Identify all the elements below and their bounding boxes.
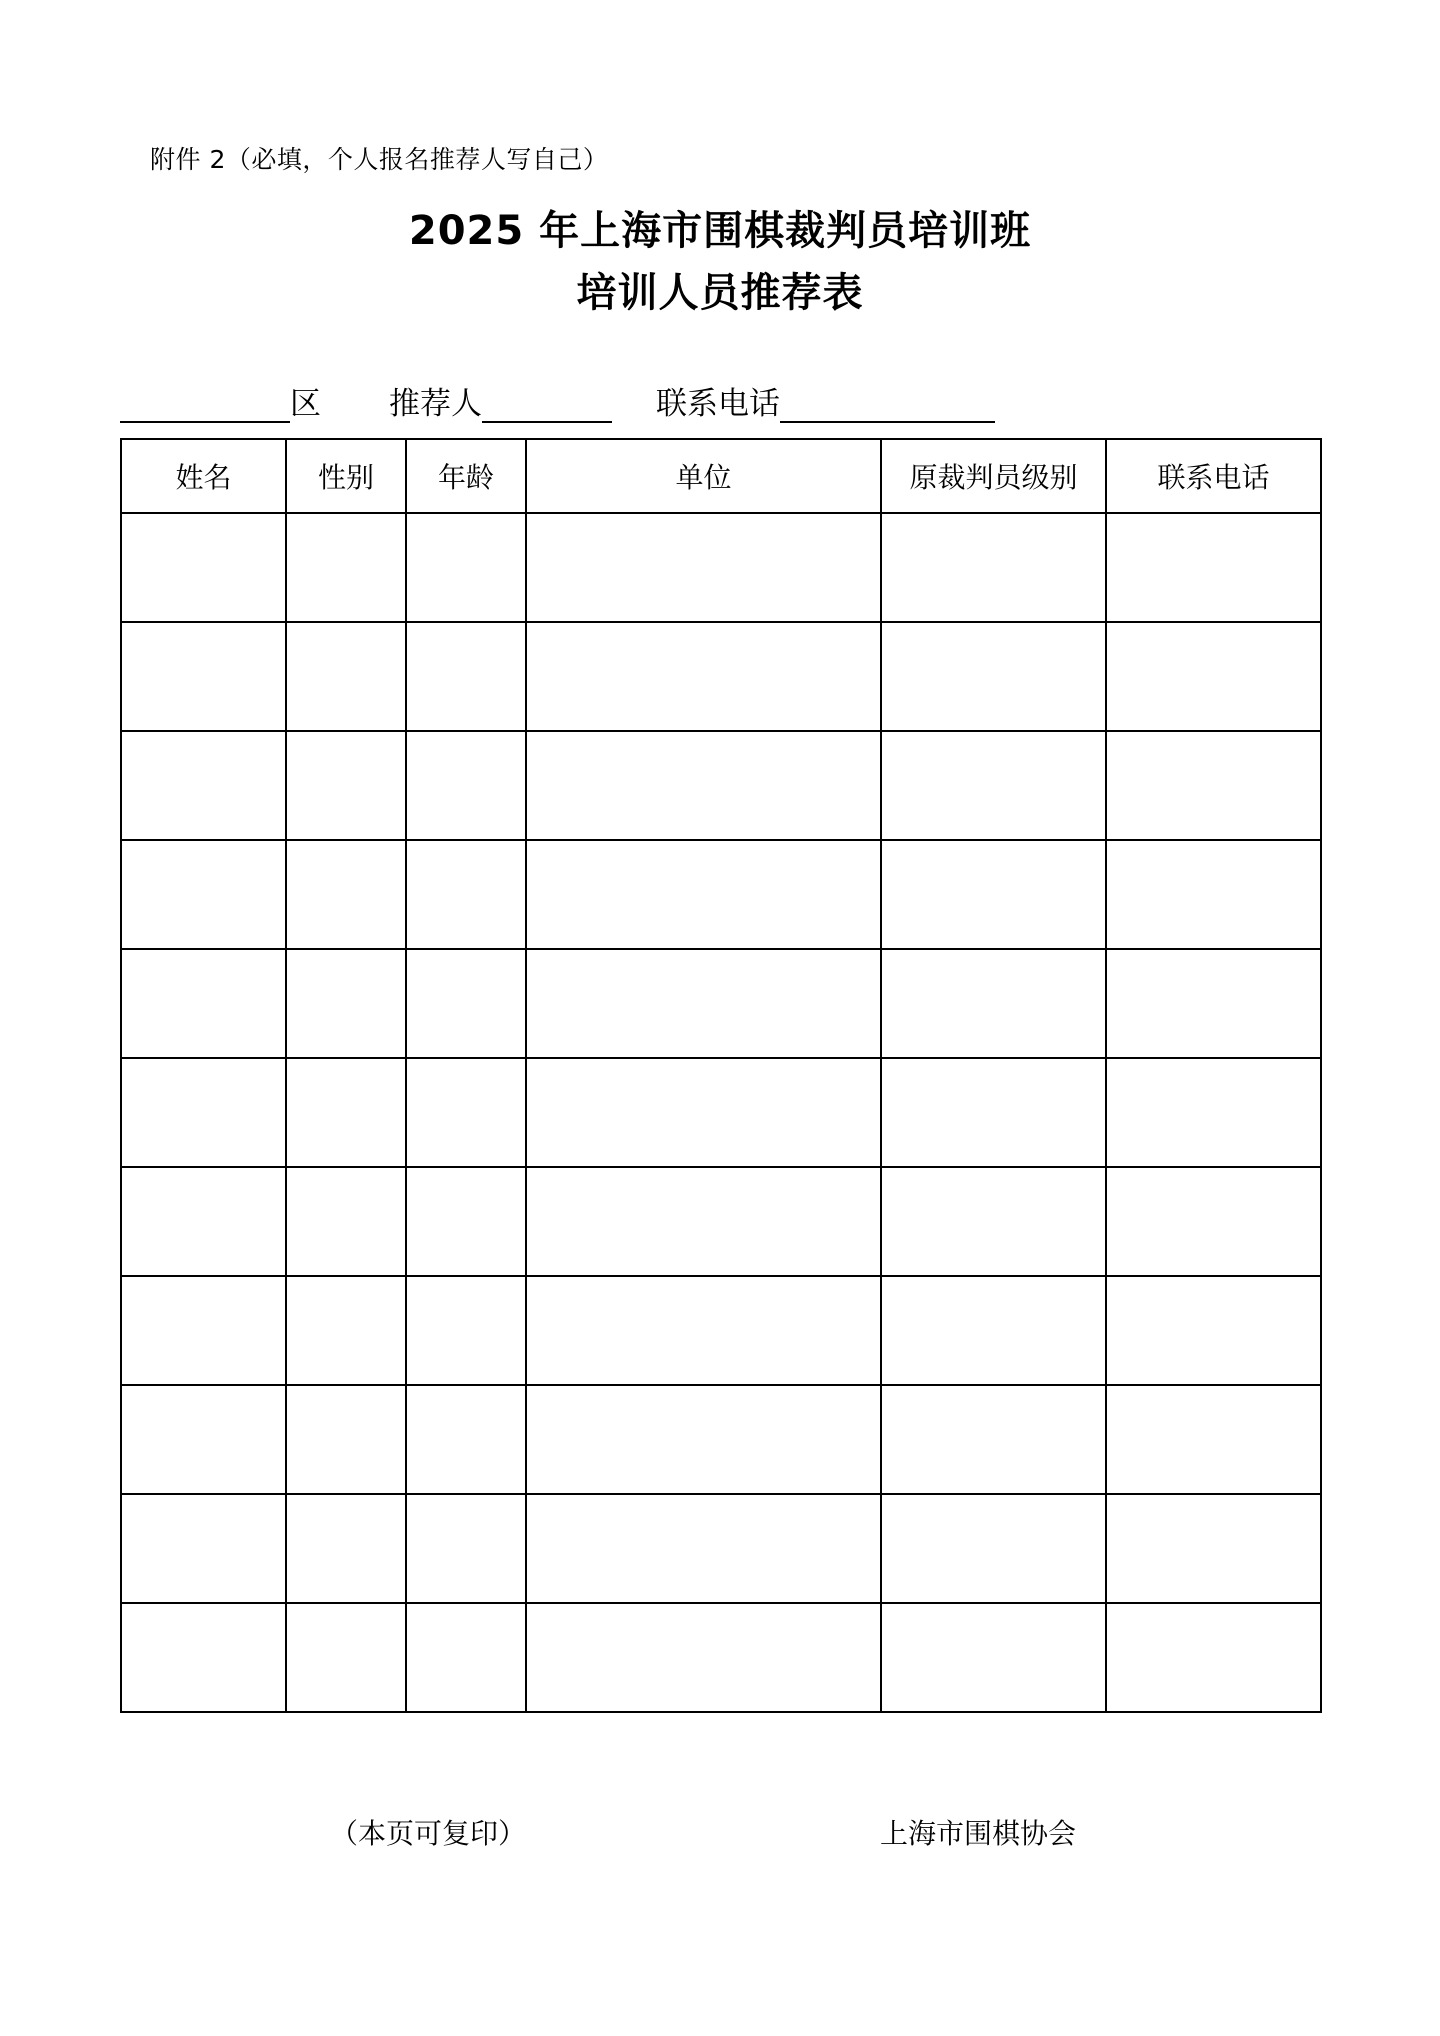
cell-gender[interactable]: [286, 1276, 406, 1385]
cell-name[interactable]: [121, 949, 286, 1058]
contact-blank[interactable]: [780, 387, 995, 423]
cell-age[interactable]: [406, 1167, 526, 1276]
cell-phone[interactable]: [1106, 949, 1321, 1058]
cell-gender[interactable]: [286, 1385, 406, 1494]
cell-gender[interactable]: [286, 840, 406, 949]
cell-age[interactable]: [406, 622, 526, 731]
cell-unit[interactable]: [526, 1167, 881, 1276]
cell-phone[interactable]: [1106, 731, 1321, 840]
cell-name[interactable]: [121, 840, 286, 949]
cell-name[interactable]: [121, 1494, 286, 1603]
cell-level[interactable]: [881, 1385, 1106, 1494]
cell-level[interactable]: [881, 1276, 1106, 1385]
district-label: 区: [290, 386, 321, 422]
attachment-note: 附件 2（必填，个人报名推荐人写自己）: [150, 145, 609, 174]
cell-phone[interactable]: [1106, 622, 1321, 731]
cell-name[interactable]: [121, 1276, 286, 1385]
column-header-unit: 单位: [526, 439, 881, 513]
district-blank[interactable]: [120, 387, 290, 423]
cell-name[interactable]: [121, 731, 286, 840]
cell-level[interactable]: [881, 731, 1106, 840]
table-row: [121, 731, 1321, 840]
table-row: [121, 1385, 1321, 1494]
subheader-fields: [120, 378, 1320, 426]
cell-level[interactable]: [881, 1058, 1106, 1167]
cell-gender[interactable]: [286, 731, 406, 840]
cell-gender[interactable]: [286, 1603, 406, 1712]
cell-phone[interactable]: [1106, 513, 1321, 622]
cell-age[interactable]: [406, 513, 526, 622]
cell-unit[interactable]: [526, 731, 881, 840]
cell-level[interactable]: [881, 513, 1106, 622]
footer-organization: 上海市围棋协会: [880, 1817, 1077, 1850]
column-header-level: 原裁判员级别: [881, 439, 1106, 513]
table-row: [121, 949, 1321, 1058]
recommendation-table: [120, 438, 1322, 1713]
cell-age[interactable]: [406, 1058, 526, 1167]
table-row: [121, 1058, 1321, 1167]
cell-age[interactable]: [406, 731, 526, 840]
cell-phone[interactable]: [1106, 1385, 1321, 1494]
cell-gender[interactable]: [286, 622, 406, 731]
column-header-gender: 性别: [286, 439, 406, 513]
cell-name[interactable]: [121, 1167, 286, 1276]
cell-unit[interactable]: [526, 1276, 881, 1385]
table-row: [121, 840, 1321, 949]
table-row: [121, 1603, 1321, 1712]
title-line-1: 2025 年上海市围棋裁判员培训班: [408, 208, 1032, 254]
cell-level[interactable]: [881, 1167, 1106, 1276]
column-header-age: 年龄: [406, 439, 526, 513]
recommender-label: 推荐人: [389, 386, 482, 422]
cell-age[interactable]: [406, 1494, 526, 1603]
page-title: [0, 200, 1440, 324]
cell-unit[interactable]: [526, 1603, 881, 1712]
cell-level[interactable]: [881, 1494, 1106, 1603]
cell-phone[interactable]: [1106, 1276, 1321, 1385]
cell-level[interactable]: [881, 949, 1106, 1058]
table-row: [121, 1276, 1321, 1385]
cell-phone[interactable]: [1106, 1058, 1321, 1167]
cell-age[interactable]: [406, 1603, 526, 1712]
page-footer: [0, 1812, 1440, 1852]
cell-unit[interactable]: [526, 1385, 881, 1494]
recommender-blank[interactable]: [482, 387, 612, 423]
cell-level[interactable]: [881, 840, 1106, 949]
footer-copy-note: （本页可复印）: [330, 1817, 527, 1850]
cell-gender[interactable]: [286, 513, 406, 622]
cell-age[interactable]: [406, 1276, 526, 1385]
cell-level[interactable]: [881, 1603, 1106, 1712]
table-row: [121, 513, 1321, 622]
table-header-row: [121, 439, 1321, 513]
cell-gender[interactable]: [286, 1058, 406, 1167]
cell-age[interactable]: [406, 1385, 526, 1494]
table-row: [121, 1494, 1321, 1603]
cell-unit[interactable]: [526, 840, 881, 949]
cell-age[interactable]: [406, 840, 526, 949]
cell-phone[interactable]: [1106, 1494, 1321, 1603]
cell-unit[interactable]: [526, 1058, 881, 1167]
column-header-name: 姓名: [121, 439, 286, 513]
contact-label: 联系电话: [656, 386, 780, 422]
cell-unit[interactable]: [526, 622, 881, 731]
table-row: [121, 622, 1321, 731]
cell-phone[interactable]: [1106, 1167, 1321, 1276]
cell-unit[interactable]: [526, 513, 881, 622]
cell-name[interactable]: [121, 1603, 286, 1712]
cell-name[interactable]: [121, 1385, 286, 1494]
cell-unit[interactable]: [526, 1494, 881, 1603]
title-line-2: 培训人员推荐表: [576, 270, 864, 316]
cell-unit[interactable]: [526, 949, 881, 1058]
cell-name[interactable]: [121, 513, 286, 622]
table-row: [121, 1167, 1321, 1276]
cell-phone[interactable]: [1106, 1603, 1321, 1712]
cell-name[interactable]: [121, 1058, 286, 1167]
column-header-phone: 联系电话: [1106, 439, 1321, 513]
cell-name[interactable]: [121, 622, 286, 731]
cell-gender[interactable]: [286, 1167, 406, 1276]
cell-phone[interactable]: [1106, 840, 1321, 949]
cell-age[interactable]: [406, 949, 526, 1058]
cell-gender[interactable]: [286, 949, 406, 1058]
cell-gender[interactable]: [286, 1494, 406, 1603]
cell-level[interactable]: [881, 622, 1106, 731]
